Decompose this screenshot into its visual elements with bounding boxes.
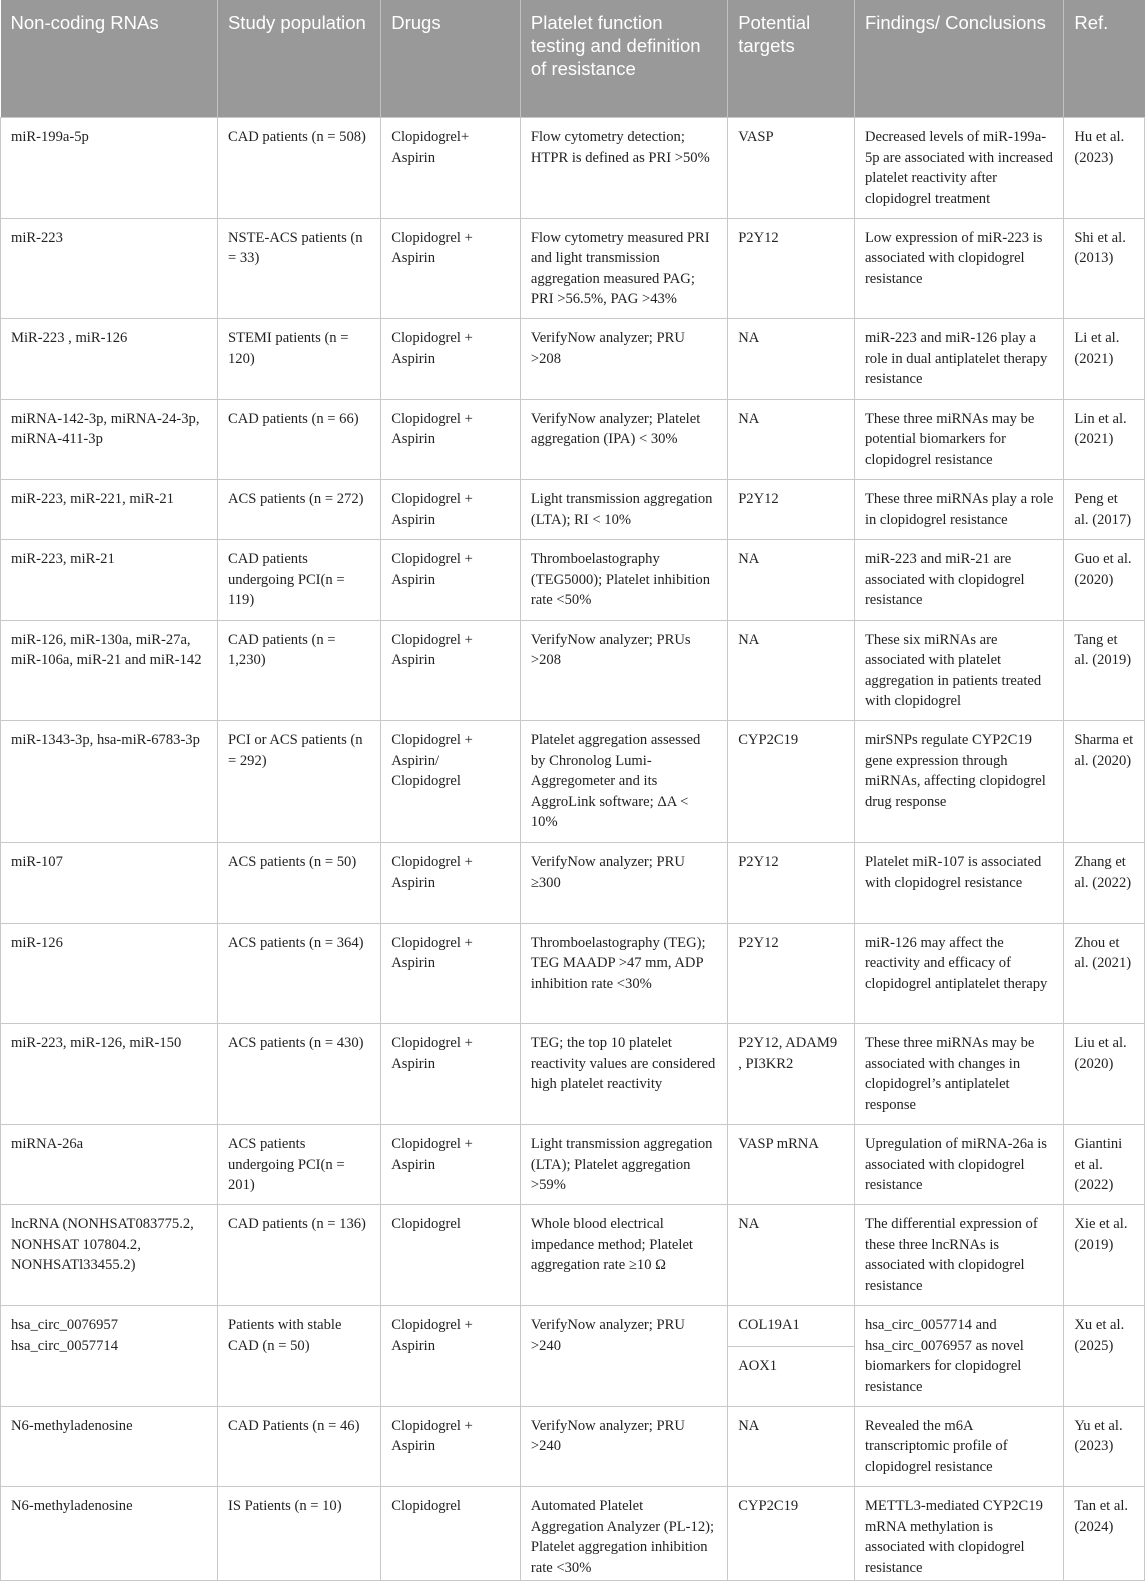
cell-findings: These three miRNAs may be potential biomarkers for clopidogrel resistance (854, 399, 1063, 479)
cell-findings: miR-223 and miR-126 play a role in dual antiplatelet therapy resistance (854, 319, 1063, 399)
cell-population: CAD patients (n = 136) (217, 1205, 380, 1306)
cell-findings: The differential expression of these three lncRNAs is associated with clopidogrel resistance (854, 1205, 1063, 1306)
cell-drugs: Clopidogrel (381, 1487, 521, 1581)
table-row (1, 620, 1145, 721)
cell-testing: Platelet aggregation assessed by Chronolog Lumi-Aggregometer and its AggroLink software; ΔA < 10% (520, 721, 727, 843)
cell-ref: Giantini et al. (2022) (1064, 1125, 1145, 1205)
cell-targets: NA (728, 399, 855, 479)
cell-testing: Automated Platelet Aggregation Analyzer (PL-12); Platelet aggregation inhibition rate <30% (520, 1487, 727, 1581)
cell-population: ACS patients (n = 272) (217, 480, 380, 540)
cell-targets: VASP mRNA (728, 1125, 855, 1205)
table-row (1, 923, 1145, 1024)
cell-drugs: Clopidogrel + Aspirin (381, 1024, 521, 1125)
cell-testing: Thromboelastography (TEG); TEG MAADP >47 mm, ADP inhibition rate <30% (520, 923, 727, 1024)
cell-population: PCI or ACS patients (n = 292) (217, 721, 380, 843)
cell-rna: miR-1343-3p, hsa-miR-6783-3p (1, 721, 218, 843)
cell-population: NSTE-ACS patients (n = 33) (217, 218, 380, 319)
cell-targets: NA (728, 1406, 855, 1486)
cell-targets: P2Y12 (728, 843, 855, 923)
header-cell: Study population (217, 0, 380, 118)
cell-population: CAD Patients (n = 46) (217, 1406, 380, 1486)
cell-findings: These three miRNAs play a role in clopidogrel resistance (854, 480, 1063, 540)
cell-ref: Tang et al. (2019) (1064, 620, 1145, 721)
cell-targets: NA (728, 319, 855, 399)
cell-population: ACS patients (n = 430) (217, 1024, 380, 1125)
cell-ref: Hu et al. (2023) (1064, 118, 1145, 219)
header-row (1, 0, 1145, 118)
cell-drugs: Clopidogrel + Aspirin (381, 1406, 521, 1486)
cell-ref: Li et al. (2021) (1064, 319, 1145, 399)
cell-rna: miR-199a-5p (1, 118, 218, 219)
cell-rna: miRNA-26a (1, 1125, 218, 1205)
cell-targets: VASP (728, 118, 855, 219)
cell-findings: METTL3-mediated CYP2C19 mRNA methylation is associated with clopidogrel resistance (854, 1487, 1063, 1581)
cell-population: IS Patients (n = 10) (217, 1487, 380, 1581)
cell-drugs: Clopidogrel + Aspirin/ Clopidogrel (381, 721, 521, 843)
cell-testing: VerifyNow analyzer; PRU >208 (520, 319, 727, 399)
cell-findings: These three miRNAs may be associated with changes in clopidogrel’s antiplatelet response (854, 1024, 1063, 1125)
header-cell: Findings/ Conclusions (854, 0, 1063, 118)
table-row (1, 319, 1145, 399)
cell-population: Patients with stable CAD (n = 50) (217, 1306, 380, 1407)
cell-ref: Liu et al. (2020) (1064, 1024, 1145, 1125)
cell-population: CAD patients undergoing PCI(n = 119) (217, 540, 380, 620)
cell-population: ACS patients undergoing PCI(n = 201) (217, 1125, 380, 1205)
cell-ref: Tan et al. (2024) (1064, 1487, 1145, 1581)
cell-drugs: Clopidogrel + Aspirin (381, 540, 521, 620)
cell-rna: miR-126, miR-130a, miR-27a, miR-106a, miR-21 and miR-142 (1, 620, 218, 721)
cell-testing: Flow cytometry measured PRI and light transmission aggregation measured PAG; PRI >56.5%, PAG >43% (520, 218, 727, 319)
cell-drugs: Clopidogrel + Aspirin (381, 923, 521, 1024)
cell-drugs: Clopidogrel + Aspirin (381, 1306, 521, 1407)
cell-targets: P2Y12 (728, 218, 855, 319)
cell-rna: miR-126 (1, 923, 218, 1024)
table-row (1, 1205, 1145, 1306)
cell-rna: miR-223, miR-21 (1, 540, 218, 620)
table-row (1, 1406, 1145, 1486)
cell-population: CAD patients (n = 1,230) (217, 620, 380, 721)
cell-rna: miR-223, miR-126, miR-150 (1, 1024, 218, 1125)
cell-rna: miRNA-142-3p, miRNA-24-3p, miRNA-411-3p (1, 399, 218, 479)
cell-drugs: Clopidogrel (381, 1205, 521, 1306)
cell-ref: Zhou et al. (2021) (1064, 923, 1145, 1024)
cell-ref: Peng et al. (2017) (1064, 480, 1145, 540)
cell-targets: NA (728, 540, 855, 620)
header-cell: Potential targets (728, 0, 855, 118)
table-row (1, 218, 1145, 319)
cell-targets: P2Y12, ADAM9 , PI3KR2 (728, 1024, 855, 1125)
cell-findings: miR-126 may affect the reactivity and efficacy of clopidogrel antiplatelet therapy (854, 923, 1063, 1024)
cell-targets: NA (728, 1205, 855, 1306)
cell-rna: N6-methyladenosine (1, 1487, 218, 1581)
cell-ref: Lin et al. (2021) (1064, 399, 1145, 479)
cell-drugs: Clopidogrel + Aspirin (381, 843, 521, 923)
cell-testing: Flow cytometry detection; HTPR is defined as PRI >50% (520, 118, 727, 219)
cell-testing: VerifyNow analyzer; Platelet aggregation (IPA) < 30% (520, 399, 727, 479)
cell-rna: lncRNA (NONHSAT083775.2, NONHSAT 107804.2, NONHSATl33455.2) (1, 1205, 218, 1306)
cell-testing: Light transmission aggregation (LTA); Platelet aggregation >59% (520, 1125, 727, 1205)
cell-drugs: Clopidogrel + Aspirin (381, 218, 521, 319)
cell-findings: Decreased levels of miR-199a-5p are associated with increased platelet reactivity after clopidogrel treatment (854, 118, 1063, 219)
cell-findings: Revealed the m6A transcriptomic profile of clopidogrel resistance (854, 1406, 1063, 1486)
cell-drugs: Clopidogrel + Aspirin (381, 1125, 521, 1205)
cell-findings: Platelet miR-107 is associated with clopidogrel resistance (854, 843, 1063, 923)
cell-drugs: Clopidogrel+ Aspirin (381, 118, 521, 219)
cell-ref: Guo et al. (2020) (1064, 540, 1145, 620)
cell-rna: miR-223, miR-221, miR-21 (1, 480, 218, 540)
cell-ref: Shi et al. (2013) (1064, 218, 1145, 319)
cell-findings: miR-223 and miR-21 are associated with clopidogrel resistance (854, 540, 1063, 620)
cell-findings: mirSNPs regulate CYP2C19 gene expression through miRNAs, affecting clopidogrel drug response (854, 721, 1063, 843)
cell-testing: VerifyNow analyzer; PRUs >208 (520, 620, 727, 721)
table-row (1, 1125, 1145, 1205)
table-row (1, 1024, 1145, 1125)
cell-population: ACS patients (n = 364) (217, 923, 380, 1024)
table-row (1, 399, 1145, 479)
cell-targets: COL19A1 (728, 1306, 855, 1347)
cell-drugs: Clopidogrel + Aspirin (381, 480, 521, 540)
cell-findings: These six miRNAs are associated with platelet aggregation in patients treated with clopidogrel (854, 620, 1063, 721)
table-row (1, 843, 1145, 923)
cell-testing: TEG; the top 10 platelet reactivity values are considered high platelet reactivity (520, 1024, 727, 1125)
cell-rna: miR-107 (1, 843, 218, 923)
cell-rna: N6-methyladenosine (1, 1406, 218, 1486)
table-row (1, 540, 1145, 620)
cell-testing: VerifyNow analyzer; PRU >240 (520, 1406, 727, 1486)
cell-testing: VerifyNow analyzer; PRU >240 (520, 1306, 727, 1407)
table-row (1, 118, 1145, 219)
cell-findings: hsa_circ_0057714 and hsa_circ_0076957 as novel biomarkers for clopidogrel resistance (854, 1306, 1063, 1407)
cell-drugs: Clopidogrel + Aspirin (381, 399, 521, 479)
cell-targets: P2Y12 (728, 480, 855, 540)
cell-rna: miR-223 (1, 218, 218, 319)
table-row (1, 480, 1145, 540)
cell-population: CAD patients (n = 508) (217, 118, 380, 219)
table-row (1, 1306, 1145, 1347)
header-cell: Ref. (1064, 0, 1145, 118)
header-cell: Platelet function testing and definition of resistance (520, 0, 727, 118)
cell-targets: CYP2C19 (728, 1487, 855, 1581)
cell-targets: P2Y12 (728, 923, 855, 1024)
cell-ref: Sharma et al. (2020) (1064, 721, 1145, 843)
cell-ref: Yu et al. (2023) (1064, 1406, 1145, 1486)
cell-drugs: Clopidogrel + Aspirin (381, 319, 521, 399)
cell-rna: hsa_circ_0076957 hsa_circ_0057714 (1, 1306, 218, 1407)
cell-targets: AOX1 (728, 1346, 855, 1406)
table-row (1, 1487, 1145, 1581)
cell-testing: Thromboelastography (TEG5000); Platelet inhibition rate <50% (520, 540, 727, 620)
cell-testing: Light transmission aggregation (LTA); RI < 10% (520, 480, 727, 540)
header-cell: Non-coding RNAs (1, 0, 218, 118)
cell-findings: Low expression of miR-223 is associated with clopidogrel resistance (854, 218, 1063, 319)
cell-ref: Xu et al. (2025) (1064, 1306, 1145, 1407)
cell-testing: Whole blood electrical impedance method; Platelet aggregation rate ≥10 Ω (520, 1205, 727, 1306)
cell-ref: Xie et al. (2019) (1064, 1205, 1145, 1306)
table-row (1, 721, 1145, 843)
cell-drugs: Clopidogrel + Aspirin (381, 620, 521, 721)
cell-rna: MiR-223 , miR-126 (1, 319, 218, 399)
cell-findings: Upregulation of miRNA-26a is associated with clopidogrel resistance (854, 1125, 1063, 1205)
header-cell: Drugs (381, 0, 521, 118)
cell-testing: VerifyNow analyzer; PRU ≥300 (520, 843, 727, 923)
cell-population: ACS patients (n = 50) (217, 843, 380, 923)
cell-population: STEMI patients (n = 120) (217, 319, 380, 399)
cell-targets: NA (728, 620, 855, 721)
cell-population: CAD patients (n = 66) (217, 399, 380, 479)
cell-ref: Zhang et al. (2022) (1064, 843, 1145, 923)
cell-targets: CYP2C19 (728, 721, 855, 843)
